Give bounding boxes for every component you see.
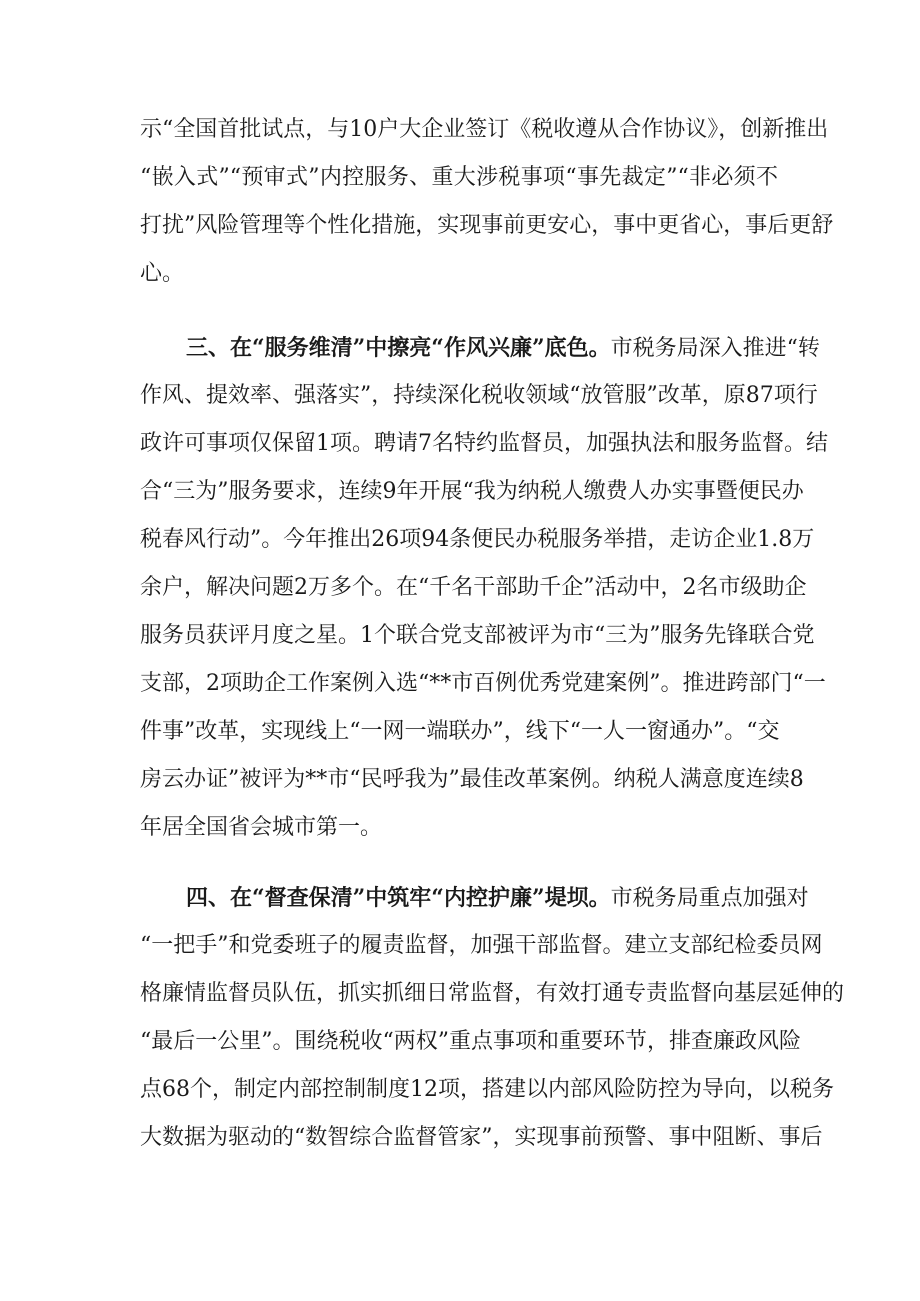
paragraph-3-first-line [0, 874, 920, 922]
paragraph-3-first-line-text: 市税务局重点加强对 [610, 886, 809, 911]
paragraph-2-first-line [0, 324, 920, 372]
paragraph-3-line-6: 大数据为驱动的“数智综合监督管家”，实现事前预警、事中阻断、事后 [140, 1125, 823, 1150]
paragraph-2-first-line-text: 市税务局深入推进“转 [610, 336, 820, 361]
paragraph-3-line-4: “最后一公里”。围绕税收“两权”重点事项和重要环节，排查廉政风险 [140, 1029, 801, 1054]
paragraph-2-line-10: 房云办证”被评为**市“民呼我为”最佳改革案例。纳税人满意度连续8 [140, 767, 804, 792]
paragraph-2-line-9: 件事”改革，实现线上“一网一端联办”，线下“一人一窗通办”。“交 [140, 719, 780, 744]
paragraph-3-line-2: “一把手”和党委班子的履责监督，加强干部监督。建立支部纪检委员网 [140, 933, 823, 958]
section-3-heading: 三、在“服务维清”中擦亮“作风兴廉”底色。 [186, 335, 611, 361]
paragraph-1-line-1: 示“全国首批试点，与10户大企业签订《税收遵从合作协议》，创新推出 [140, 117, 829, 142]
paragraph-2-line-7: 服务员获评月度之星。1个联合党支部被评为市“三为”服务先锋联合党 [140, 623, 815, 648]
paragraph-2-line-4: 合“三为”服务要求，连续9年开展“我为纳税人缴费人办实事暨便民办 [140, 479, 804, 504]
paragraph-1-line-4: 心。 [140, 261, 185, 286]
paragraph-1-line-3: 打扰”风险管理等个性化措施，实现事前更安心，事中更省心，事后更舒 [140, 213, 834, 238]
paragraph-2-line-6: 余户，解决问题2万多个。在“千名干部助千企”活动中，2名市级助企 [140, 575, 807, 600]
paragraph-2-line-2: 作风、提效率、强落实”，持续深化税收领域“放管服”改革，原87项行 [140, 383, 818, 408]
paragraph-1-line-2: “嵌入式”“预审式”内控服务、重大涉税事项“事先裁定”“非必须不 [140, 165, 778, 190]
paragraph-3-line-5: 点68个，制定内部控制制度12项，搭建以内部风险防控为导向，以税务 [140, 1077, 834, 1102]
paragraph-2-line-3: 政许可事项仅保留1项。聘请7名特约监督员，加强执法和服务监督。结 [140, 431, 828, 456]
paragraph-2-line-11: 年居全国省会城市第一。 [140, 815, 383, 840]
paragraph-3-line-3: 格廉情监督员队伍，抓实抓细日常监督，有效打通专责监督向基层延伸的 [140, 981, 845, 1006]
section-4-heading: 四、在“督查保清”中筑牢“内控护廉”堤坝。 [186, 885, 611, 911]
paragraph-2-line-8: 支部，2项助企工作案例入选“**市百例优秀党建案例”。推进跨部门“一 [140, 671, 826, 696]
paragraph-2-line-5: 税春风行动”。今年推出26项94条便民办税服务举措，走访企业1.8万 [140, 527, 815, 552]
